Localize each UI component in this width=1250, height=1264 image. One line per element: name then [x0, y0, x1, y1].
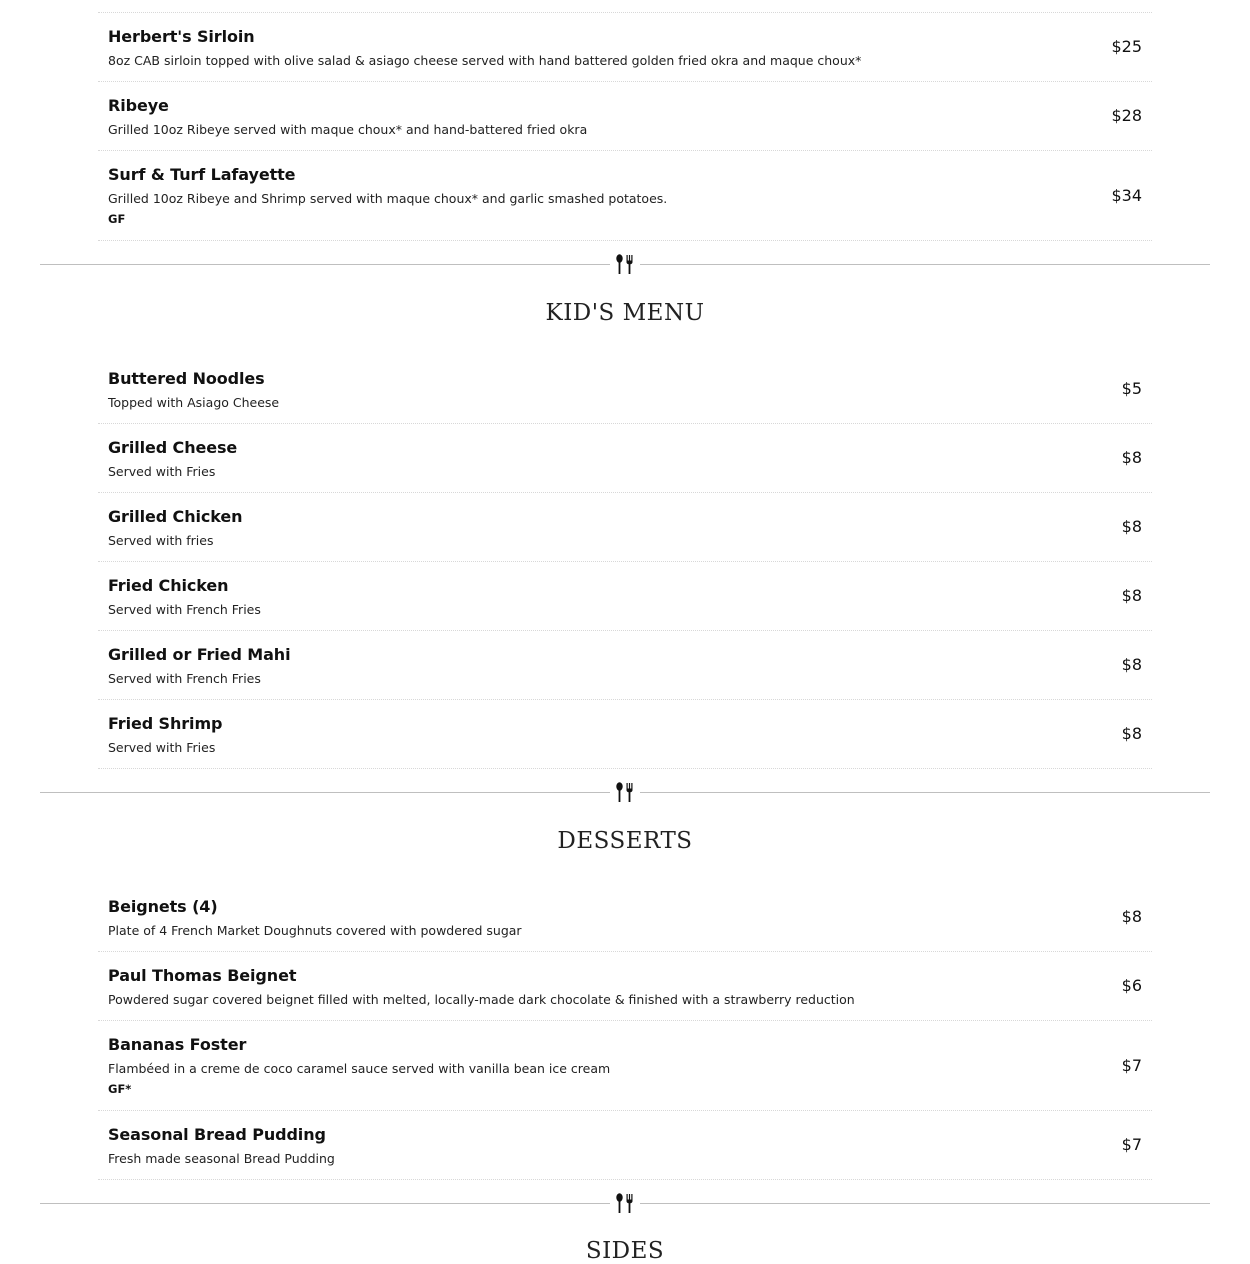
- spoon-fork-icon: [613, 253, 637, 277]
- menu-item: [98, 1021, 1152, 1111]
- menu-item-description: Served with French Fries: [108, 671, 261, 686]
- menu-item: [98, 1111, 1152, 1180]
- menu-item-name: Surf & Turf Lafayette: [108, 165, 296, 184]
- menu-item-price: $7: [1121, 1135, 1142, 1154]
- menu-item-price: $25: [1111, 37, 1142, 56]
- menu-item: [98, 355, 1152, 424]
- menu-item-name: Bananas Foster: [108, 1035, 247, 1054]
- menu-item-description: 8oz CAB sirloin topped with olive salad & asiago cheese served with hand battered golden fried okra and maque choux*: [108, 53, 862, 68]
- section-title-desserts: DESSERTS: [557, 828, 693, 854]
- divider-line: [640, 1203, 1210, 1204]
- menu-item-name: Fried Chicken: [108, 576, 229, 595]
- menu-item-description: Served with fries: [108, 533, 214, 548]
- menu-item-description: Grilled 10oz Ribeye and Shrimp served with maque choux* and garlic smashed potatoes.: [108, 191, 668, 206]
- menu-item-price: $8: [1121, 586, 1142, 605]
- menu-item-name: Grilled Chicken: [108, 507, 243, 526]
- dietary-tag: GF*: [108, 1082, 132, 1096]
- menu-item-description: Grilled 10oz Ribeye served with maque choux* and hand-battered fried okra: [108, 122, 588, 137]
- menu-item: [98, 424, 1152, 493]
- menu-item-price: $8: [1121, 724, 1142, 743]
- divider-line: [640, 792, 1210, 793]
- menu-item: [98, 631, 1152, 700]
- section-title-kids-menu: KID'S MENU: [545, 300, 705, 326]
- spoon-fork-icon: [613, 781, 637, 805]
- menu-item-name: Beignets (4): [108, 897, 218, 916]
- menu-item: [98, 151, 1152, 241]
- menu-item: [98, 13, 1152, 82]
- menu-item: [98, 82, 1152, 151]
- menu-item-price: $8: [1121, 907, 1142, 926]
- menu-item-price: $8: [1121, 517, 1142, 536]
- menu-item-description: Fresh made seasonal Bread Pudding: [108, 1151, 335, 1166]
- menu-item-name: Herbert's Sirloin: [108, 27, 255, 46]
- menu-item-description: Flambéed in a creme de coco caramel sauce served with vanilla bean ice cream: [108, 1061, 611, 1076]
- menu-item: [98, 700, 1152, 769]
- menu-item-name: Seasonal Bread Pudding: [108, 1125, 326, 1144]
- section-title-sides: SIDES: [585, 1238, 665, 1264]
- menu-item-price: $6: [1121, 976, 1142, 995]
- menu-item-name: Buttered Noodles: [108, 369, 265, 388]
- section-divider: [40, 1192, 1210, 1216]
- menu-item-description: Served with French Fries: [108, 602, 261, 617]
- menu-item-description: Plate of 4 French Market Doughnuts covered with powdered sugar: [108, 923, 522, 938]
- menu-item: [98, 493, 1152, 562]
- menu-item: [98, 562, 1152, 631]
- menu-item-name: Ribeye: [108, 96, 169, 115]
- menu-item-price: $34: [1111, 186, 1142, 205]
- menu-item-name: Fried Shrimp: [108, 714, 223, 733]
- divider-line: [40, 264, 610, 265]
- menu-item: [98, 952, 1152, 1021]
- divider-line: [40, 1203, 610, 1204]
- menu-item-name: Paul Thomas Beignet: [108, 966, 297, 985]
- menu-item-description: Topped with Asiago Cheese: [108, 395, 280, 410]
- dietary-tag: GF: [108, 212, 126, 226]
- menu-item-price: $8: [1121, 448, 1142, 467]
- menu-item-name: Grilled Cheese: [108, 438, 238, 457]
- menu-item-price: $28: [1111, 106, 1142, 125]
- menu-item: [98, 883, 1152, 952]
- section-divider: [40, 781, 1210, 805]
- menu-item-price: $7: [1121, 1056, 1142, 1075]
- menu-item-name: Grilled or Fried Mahi: [108, 645, 291, 664]
- menu-item-description: Served with Fries: [108, 464, 216, 479]
- section-divider: [40, 253, 1210, 277]
- menu-item-description: Served with Fries: [108, 740, 216, 755]
- menu-item-price: $8: [1121, 655, 1142, 674]
- menu-item-price: $5: [1121, 379, 1142, 398]
- divider-line: [40, 792, 610, 793]
- divider-line: [640, 264, 1210, 265]
- spoon-fork-icon: [613, 1192, 637, 1216]
- menu-item-description: Powdered sugar covered beignet filled with melted, locally-made dark chocolate & finished with a strawberry reduction: [108, 992, 855, 1007]
